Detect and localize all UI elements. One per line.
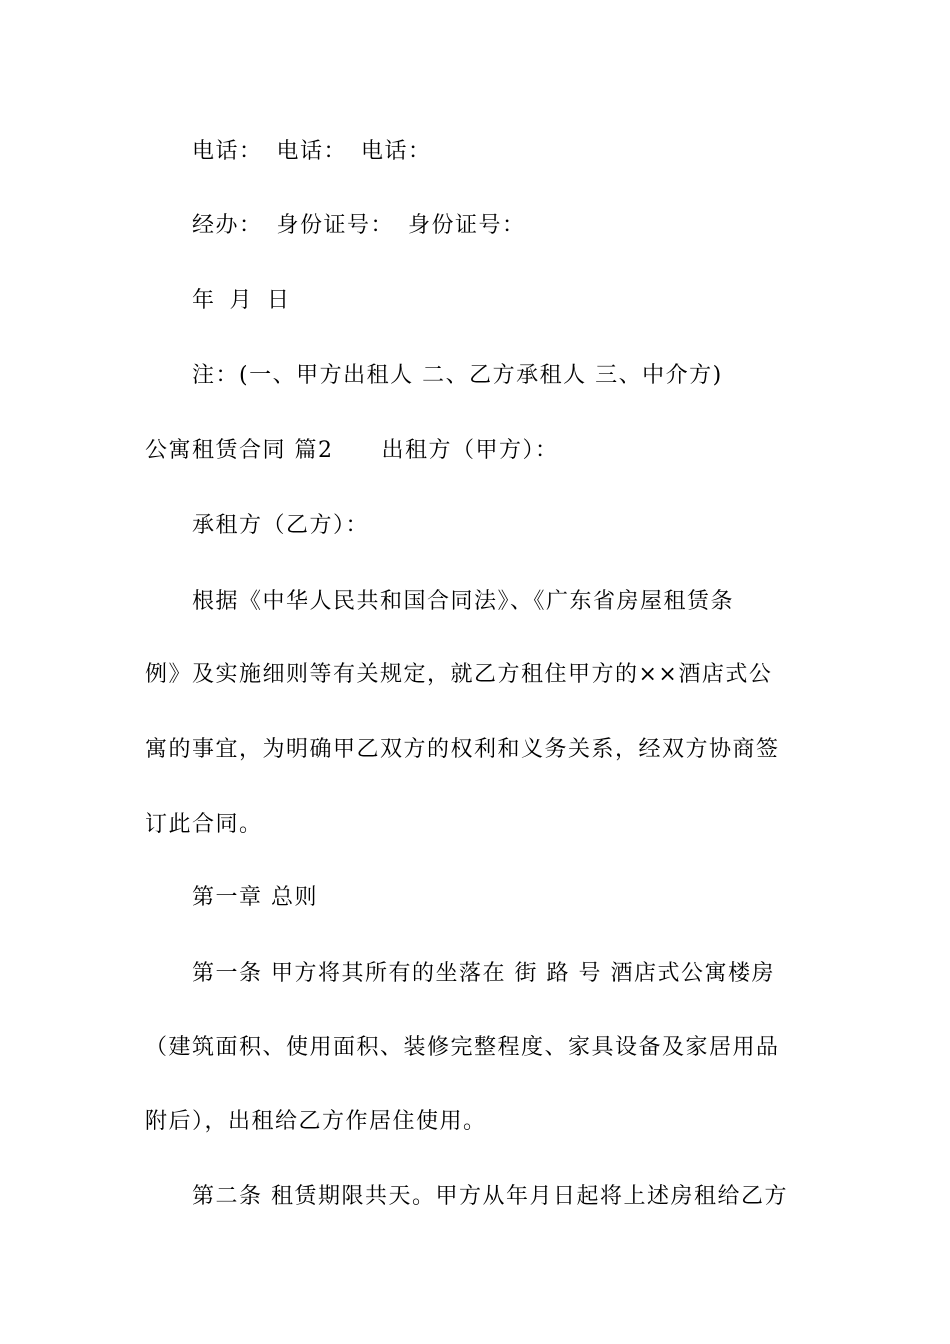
article-1-line-2: （建筑面积、使用面积、装修完整程度、家具设备及家居用品 <box>145 1035 780 1060</box>
article-1-line-3: 附后），出租给乙方作居住使用。 <box>145 1109 487 1134</box>
lessee-label: 承租方（乙方）： <box>192 513 370 538</box>
article-2-line-1: 第二条 租赁期限共天。甲方从年月日起将上述房租给乙方 <box>192 1184 788 1209</box>
id-number-label-2: 身份证号： <box>408 213 526 238</box>
date-line <box>192 286 291 316</box>
agent-label: 经办： <box>192 213 263 238</box>
contract-heading-line <box>145 436 559 466</box>
article-1-line-1: 第一条 甲方将其所有的坐落在 街 路 号 酒店式公寓楼房 <box>192 961 775 986</box>
month-label: 月 <box>229 288 254 313</box>
body-paragraph-line-4: 订此合同。 <box>145 812 263 837</box>
phone-label-3: 电话： <box>361 139 432 164</box>
id-number-label-1: 身份证号： <box>276 213 395 238</box>
lessor-label: 出租方（甲方）： <box>381 438 559 463</box>
body-paragraph-line-3: 寓的事宜，为明确甲乙双方的权利和义务关系，经双方协商签 <box>145 737 780 762</box>
note-line: 注：(一、甲方出租人 二、乙方承租人 三、中介方) <box>192 363 723 388</box>
agent-id-line <box>192 211 526 241</box>
phone-label-2: 电话： <box>276 139 348 164</box>
day-label: 日 <box>267 288 291 313</box>
year-label: 年 <box>192 288 216 313</box>
phone-label-1: 电话： <box>192 139 263 164</box>
body-paragraph-line-2: 例》及实施细则等有关规定，就乙方租住甲方的××酒店式公 <box>145 662 773 687</box>
phone-line <box>192 137 432 167</box>
contract-title: 公寓租赁合同 篇2 <box>145 438 334 463</box>
body-paragraph-line-1: 根据《中华人民共和国合同法》、《广东省房屋租赁条 <box>192 589 735 614</box>
chapter-heading: 第一章 总则 <box>192 885 318 910</box>
